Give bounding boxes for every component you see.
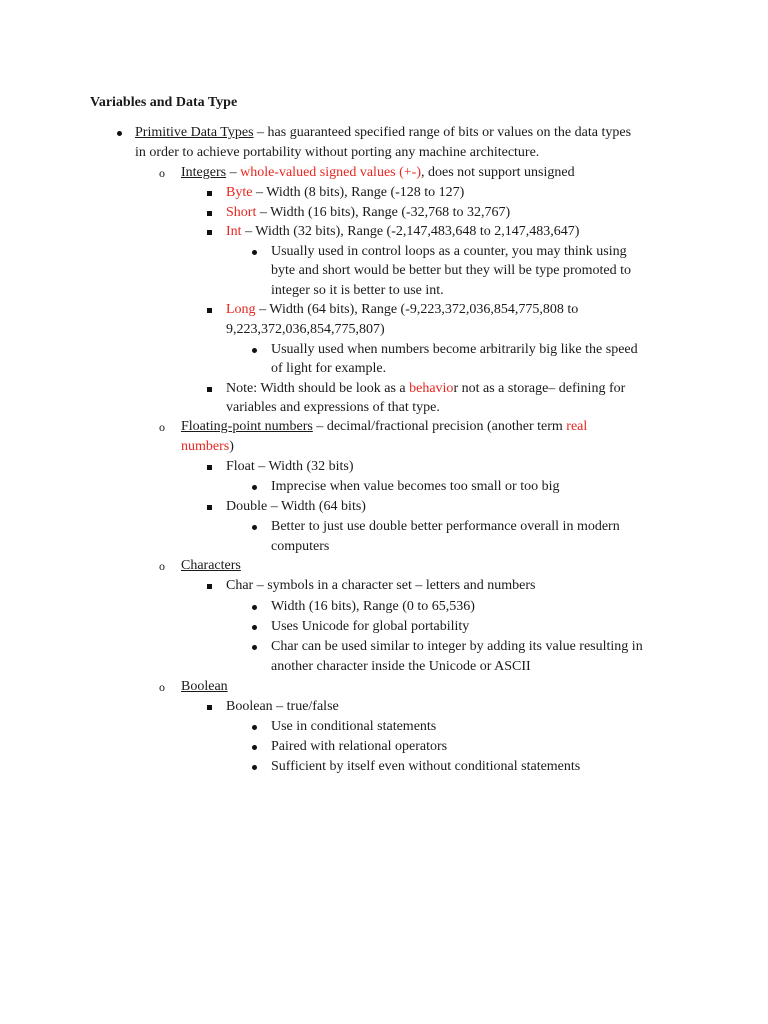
sub-bullet-marker xyxy=(155,163,169,183)
double-note-line1: Better to just use double better performance overall in modern xyxy=(271,519,620,534)
bullet-marker xyxy=(247,757,261,770)
square-bullet-marker xyxy=(202,379,216,392)
char-line: Char – symbols in a character set – letters and numbers xyxy=(226,578,536,593)
note-prefix: Note: Width should be look as a xyxy=(226,381,410,396)
integers-line xyxy=(181,163,575,183)
byte-desc: – Width (8 bits), Range (-128 to 127) xyxy=(252,185,465,200)
square-bullet-marker xyxy=(202,457,216,470)
bullet-marker xyxy=(247,717,261,730)
floating-desc: – decimal/fractional precision (another term xyxy=(312,419,567,434)
integers-term: Integers xyxy=(181,165,227,180)
primitive-data-types-line2: in order to achieve portability without porting any machine architecture. xyxy=(135,145,540,160)
short-name: Short xyxy=(226,205,257,220)
long-line xyxy=(226,300,578,320)
sub-bullet-marker xyxy=(155,417,169,437)
floating-highlight: real xyxy=(566,419,588,434)
bullet-marker xyxy=(247,737,261,750)
square-bullet-marker xyxy=(202,497,216,510)
boolean-note-2: Paired with relational operators xyxy=(271,739,448,754)
double-line: Double – Width (64 bits) xyxy=(226,499,366,514)
int-desc: – Width (32 bits), Range (-2,147,483,648 to 2,147,483,647) xyxy=(241,224,580,239)
boolean-line: Boolean – true/false xyxy=(226,699,339,714)
bullet-marker xyxy=(247,477,261,490)
square-bullet-marker xyxy=(202,697,216,710)
char-note-2: Uses Unicode for global portability xyxy=(271,619,470,634)
width-note-line xyxy=(226,379,625,399)
floating-line xyxy=(181,417,587,437)
boolean-note-1: Use in conditional statements xyxy=(271,719,437,734)
double-note-line2: computers xyxy=(271,539,330,554)
bullet-marker xyxy=(247,340,261,353)
characters-term: Characters xyxy=(181,558,241,573)
char-note-3-line1: Char can be used similar to integer by adding its value resulting in xyxy=(271,639,643,654)
float-note: Imprecise when value becomes too small or too big xyxy=(271,479,560,494)
page-title: Variables and Data Type xyxy=(90,95,238,110)
floating-line2 xyxy=(181,437,234,457)
bullet-marker xyxy=(112,123,126,136)
sub-bullet-marker xyxy=(155,677,169,697)
square-bullet-marker xyxy=(202,222,216,235)
width-note-line2: variables and expressions of that type. xyxy=(226,400,440,415)
square-bullet-marker xyxy=(202,183,216,196)
square-bullet-marker xyxy=(202,576,216,589)
integers-highlight: whole-valued signed values (+-) xyxy=(240,165,421,180)
int-note-line2: byte and short would be better but they will be type promoted to xyxy=(271,263,632,278)
primitive-data-types-term: Primitive Data Types xyxy=(135,125,254,140)
short-desc: – Width (16 bits), Range (-32,768 to 32,767) xyxy=(256,205,511,220)
long-name: Long xyxy=(226,302,256,317)
floating-close: ) xyxy=(229,439,234,454)
floating-term: Floating-point numbers xyxy=(181,419,313,434)
long-note-line2: of light for example. xyxy=(271,361,387,376)
integers-desc: , does not support unsigned xyxy=(421,165,575,180)
int-line xyxy=(226,222,579,242)
note-highlight: behavio xyxy=(409,381,454,396)
long-line2: 9,223,372,036,854,775,807) xyxy=(226,322,385,337)
boolean-note-3: Sufficient by itself even without conditional statements xyxy=(271,759,581,774)
float-line: Float – Width (32 bits) xyxy=(226,459,354,474)
char-note-3-line2: another character inside the Unicode or ASCII xyxy=(271,659,531,674)
floating-highlight-2: numbers xyxy=(181,439,230,454)
primitive-data-types-desc: – has guaranteed specified range of bits or values on the data types xyxy=(253,125,632,140)
bullet-marker xyxy=(247,617,261,630)
sub-bullet-marker xyxy=(155,556,169,576)
short-line xyxy=(226,203,510,223)
boolean-term: Boolean xyxy=(181,679,228,694)
byte-name: Byte xyxy=(226,185,253,200)
note-suffix: r not as a storage– defining for xyxy=(453,381,626,396)
bullet-marker xyxy=(247,637,261,650)
int-note-line1: Usually used in control loops as a counter, you may think using xyxy=(271,244,627,259)
int-name: Int xyxy=(226,224,242,239)
bullet-marker xyxy=(247,242,261,255)
bullet-marker xyxy=(247,517,261,530)
char-note-1: Width (16 bits), Range (0 to 65,536) xyxy=(271,599,475,614)
long-note-line1: Usually used when numbers become arbitrarily big like the speed xyxy=(271,342,638,357)
square-bullet-marker xyxy=(202,203,216,216)
byte-line xyxy=(226,183,464,203)
bullet-marker xyxy=(247,597,261,610)
int-note-line3: integer so it is better to use int. xyxy=(271,283,444,298)
square-bullet-marker xyxy=(202,300,216,313)
long-desc: – Width (64 bits), Range (-9,223,372,036,854,775,808 to xyxy=(255,302,579,317)
integers-dash: – xyxy=(226,165,241,180)
primitive-data-types-line xyxy=(135,123,631,143)
